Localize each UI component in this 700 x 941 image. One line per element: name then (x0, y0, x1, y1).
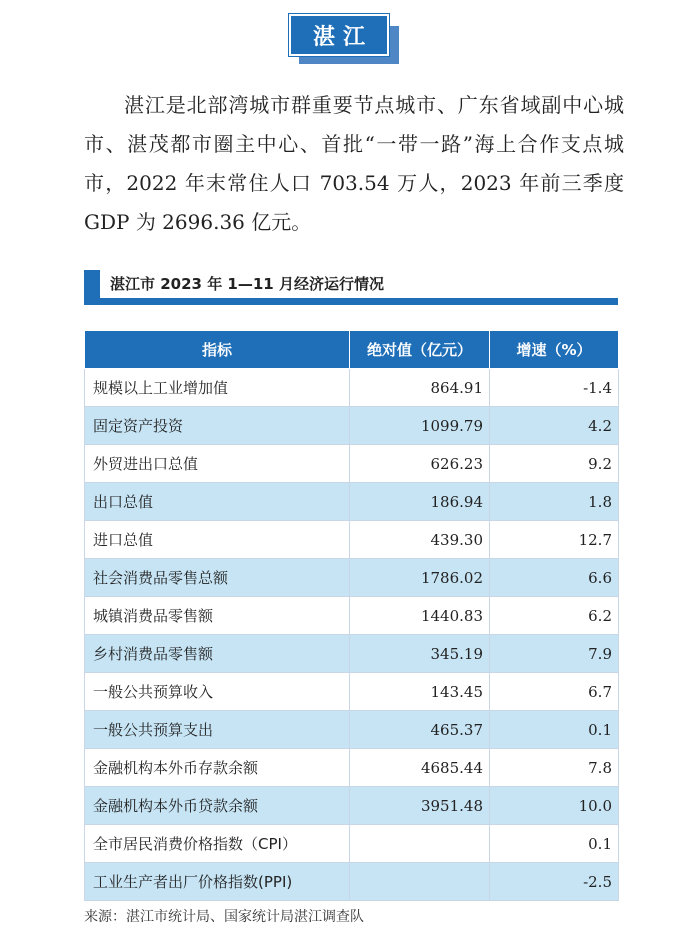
section-underline (100, 298, 618, 305)
growth-rate-cell: 9.2 (490, 445, 619, 483)
economic-data-table (84, 330, 619, 901)
growth-rate-cell: 6.6 (490, 559, 619, 597)
indicator-cell: 一般公共预算收入 (85, 673, 350, 711)
absolute-value-cell: 864.91 (350, 369, 490, 407)
table-row (85, 711, 619, 749)
indicator-cell: 城镇消费品零售额 (85, 597, 350, 635)
indicator-cell: 社会消费品零售总额 (85, 559, 350, 597)
growth-rate-cell: 10.0 (490, 787, 619, 825)
table-row (85, 749, 619, 787)
table-header-row (85, 331, 619, 369)
table-row (85, 559, 619, 597)
table-body (85, 369, 619, 901)
table-row (85, 483, 619, 521)
absolute-value-cell: 3951.48 (350, 787, 490, 825)
growth-rate-cell: 6.2 (490, 597, 619, 635)
indicator-cell: 一般公共预算支出 (85, 711, 350, 749)
growth-rate-cell: 7.9 (490, 635, 619, 673)
table-row (85, 445, 619, 483)
indicator-cell: 全市居民消费价格指数（CPI） (85, 825, 350, 863)
growth-rate-cell: 6.7 (490, 673, 619, 711)
growth-rate-cell: -1.4 (490, 369, 619, 407)
table-row (85, 521, 619, 559)
growth-rate-cell: 7.8 (490, 749, 619, 787)
table-row (85, 825, 619, 863)
absolute-value-cell: 186.94 (350, 483, 490, 521)
indicator-cell: 固定资产投资 (85, 407, 350, 445)
absolute-value-cell: 1099.79 (350, 407, 490, 445)
section-title: 湛江市 2023 年 1—11 月经济运行情况 (110, 275, 384, 293)
title-box (289, 14, 389, 56)
growth-rate-cell: 1.8 (490, 483, 619, 521)
indicator-cell: 金融机构本外币存款余额 (85, 749, 350, 787)
absolute-value-cell: 4685.44 (350, 749, 490, 787)
section-header (84, 270, 618, 305)
indicator-cell: 进口总值 (85, 521, 350, 559)
intro-paragraph: 湛江是北部湾城市群重要节点城市、广东省域副中心城市、湛茂都市圈主中心、首批“一带一路”海上合作支点城市，2022 年末常住人口 703.54 万人，2023 年前三季度 GDP 为 2696.36 亿元。 (84, 93, 624, 234)
indicator-cell: 金融机构本外币贷款余额 (85, 787, 350, 825)
absolute-value-cell: 1440.83 (350, 597, 490, 635)
absolute-value-cell (350, 825, 490, 863)
growth-rate-cell: -2.5 (490, 863, 619, 901)
indicator-cell: 外贸进出口总值 (85, 445, 350, 483)
absolute-value-cell: 626.23 (350, 445, 490, 483)
absolute-value-cell: 345.19 (350, 635, 490, 673)
table-row (85, 673, 619, 711)
table-row (85, 597, 619, 635)
indicator-cell: 出口总值 (85, 483, 350, 521)
indicator-cell: 乡村消费品零售额 (85, 635, 350, 673)
section-accent-bar (84, 270, 100, 305)
absolute-value-cell: 1786.02 (350, 559, 490, 597)
growth-rate-cell: 0.1 (490, 825, 619, 863)
growth-rate-cell: 4.2 (490, 407, 619, 445)
page-title: 湛江 (312, 24, 373, 50)
title-badge (289, 14, 399, 64)
growth-rate-cell: 12.7 (490, 521, 619, 559)
absolute-value-cell: 439.30 (350, 521, 490, 559)
source-note: 来源：湛江市统计局、国家统计局湛江调查队 (84, 909, 364, 925)
header-absolute-value: 绝对值（亿元） (350, 331, 490, 369)
absolute-value-cell: 465.37 (350, 711, 490, 749)
absolute-value-cell (350, 863, 490, 901)
growth-rate-cell: 0.1 (490, 711, 619, 749)
table-row (85, 787, 619, 825)
table-row (85, 407, 619, 445)
indicator-cell: 规模以上工业增加值 (85, 369, 350, 407)
table-row (85, 369, 619, 407)
table-row (85, 863, 619, 901)
header-indicator: 指标 (85, 331, 350, 369)
absolute-value-cell: 143.45 (350, 673, 490, 711)
table-row (85, 635, 619, 673)
indicator-cell: 工业生产者出厂价格指数(PPI) (85, 863, 350, 901)
header-growth-rate: 增速（%） (490, 331, 619, 369)
